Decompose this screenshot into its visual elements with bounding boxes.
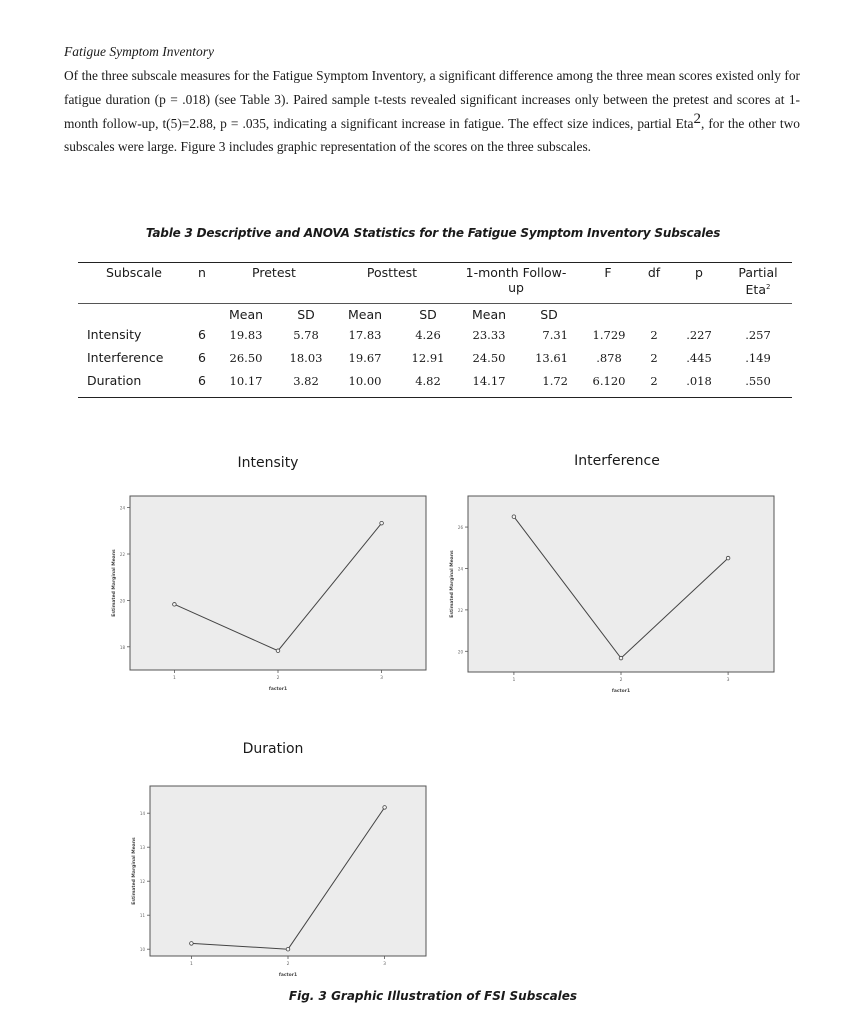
data-point bbox=[380, 521, 384, 525]
table-cell-subscale: Interference bbox=[87, 350, 164, 365]
header-followup-line1: 1-month Follow- bbox=[465, 265, 567, 280]
table-cell-pre-mean: 10.17 bbox=[229, 374, 263, 388]
data-point bbox=[173, 603, 177, 607]
subheader-pre-sd: SD bbox=[297, 307, 315, 322]
table-cell-eta: .550 bbox=[745, 374, 771, 388]
table-cell-f: .878 bbox=[596, 351, 622, 365]
header-eta-line1: Partial bbox=[738, 265, 778, 280]
subheader-fu-sd: SD bbox=[540, 307, 558, 322]
x-axis-label: factor1 bbox=[278, 973, 298, 978]
x-axis-label: factor1 bbox=[611, 689, 631, 694]
y-tick-label: 18 bbox=[119, 644, 125, 650]
subheader-post-mean: Mean bbox=[347, 307, 383, 322]
subheader-pre-mean: Mean bbox=[228, 307, 264, 322]
header-followup-line2: up bbox=[508, 280, 524, 295]
table-cell-pre-sd: 3.82 bbox=[293, 374, 319, 388]
plot-area bbox=[468, 496, 774, 672]
table-caption: Table 3 Descriptive and ANOVA Statistics for the Fatigue Symptom Inventory Subscales bbox=[145, 226, 721, 240]
header-df: df bbox=[647, 265, 661, 280]
table-cell-n: 6 bbox=[198, 327, 206, 342]
intensity-chart bbox=[100, 488, 430, 698]
table-cell-pre-mean: 26.50 bbox=[229, 351, 263, 365]
y-tick-label: 22 bbox=[119, 552, 125, 557]
table-cell-subscale: Duration bbox=[87, 373, 142, 388]
table-cell-post-mean: 10.00 bbox=[348, 374, 382, 388]
y-tick-label: 14 bbox=[139, 811, 145, 817]
plot-area bbox=[150, 786, 426, 956]
y-tick-label: 22 bbox=[457, 607, 463, 613]
paragraph-superscript: 2 bbox=[693, 110, 701, 127]
table-cell-post-sd: 4.82 bbox=[415, 374, 441, 388]
header-partial-eta bbox=[738, 265, 777, 297]
header-n: n bbox=[198, 265, 206, 280]
y-tick-label: 11 bbox=[139, 913, 145, 919]
table-cell-df: 2 bbox=[650, 374, 658, 388]
table-cell-post-mean: 17.83 bbox=[348, 328, 382, 342]
data-point bbox=[619, 656, 623, 660]
data-point bbox=[286, 947, 290, 951]
table-cell-eta: .149 bbox=[745, 351, 771, 365]
table-cell-post-mean: 19.67 bbox=[348, 351, 382, 365]
data-point bbox=[512, 515, 516, 519]
y-axis-label: Estimated Marginal Means bbox=[450, 550, 455, 618]
y-tick-label: 12 bbox=[139, 879, 145, 885]
statistics-table bbox=[78, 262, 792, 398]
paragraph-text-2: , for the other two subscales were large. Figure 3 includes graphic representation of the scores on the three subscales. bbox=[64, 115, 800, 155]
duration-chart bbox=[110, 772, 440, 978]
interference-chart bbox=[448, 488, 778, 698]
y-tick-label: 13 bbox=[139, 845, 145, 851]
y-tick-label: 24 bbox=[119, 505, 125, 511]
chart-title-interference: Interference bbox=[574, 453, 660, 469]
table-cell-fu-mean: 24.50 bbox=[472, 351, 506, 365]
table-cell-eta: .257 bbox=[745, 328, 771, 342]
x-tick-label: 3 bbox=[726, 678, 730, 683]
table-cell-f: 1.729 bbox=[592, 328, 626, 342]
y-axis-label: Estimated Marginal Means bbox=[112, 549, 117, 617]
section-heading: Fatigue Symptom Inventory bbox=[64, 44, 214, 59]
x-tick-label: 2 bbox=[286, 962, 290, 967]
x-tick-label: 1 bbox=[189, 962, 193, 967]
paragraph-text-1: Of the three subscale measures for the Fatigue Symptom Inventory, a significant difference among the three mean scores existed only for fatigue duration (p = .018) (see Table 3). Paired sample t-tests revealed significant increases only between the pretest and scores at 1-month follow-up, t(5)=2.88, p = .035, indicating a significant increase in fatigue. The effect size indices, partial Eta bbox=[64, 68, 800, 131]
table-cell-f: 6.120 bbox=[592, 374, 626, 388]
data-point bbox=[383, 806, 387, 810]
x-axis-label: factor1 bbox=[268, 687, 288, 692]
chart-title-duration: Duration bbox=[242, 741, 304, 757]
x-tick-label: 2 bbox=[619, 678, 623, 683]
header-eta-line2: Eta$^2$ bbox=[745, 282, 771, 298]
table-cell-fu-sd: 13.61 bbox=[535, 351, 568, 365]
table-cell-p: .018 bbox=[686, 374, 712, 388]
table-cell-n: 6 bbox=[198, 373, 206, 388]
body-paragraph bbox=[64, 64, 800, 159]
figure-caption: Fig. 3 Graphic Illustration of FSI Subscales bbox=[288, 989, 578, 1003]
y-tick-label: 24 bbox=[457, 566, 463, 572]
table-cell-post-sd: 12.91 bbox=[411, 351, 445, 365]
y-tick-label: 20 bbox=[119, 598, 125, 604]
table-cell-df: 2 bbox=[650, 328, 658, 342]
header-subscale: Subscale bbox=[106, 265, 162, 280]
table-cell-pre-mean: 19.83 bbox=[229, 328, 263, 342]
subheader-post-sd: SD bbox=[419, 307, 437, 322]
table-cell-fu-mean: 23.33 bbox=[472, 328, 506, 342]
x-tick-label: 3 bbox=[383, 962, 387, 967]
x-tick-label: 3 bbox=[380, 676, 384, 681]
table-cell-pre-sd: 18.03 bbox=[289, 351, 323, 365]
table-cell-post-sd: 4.26 bbox=[415, 328, 441, 342]
data-point bbox=[276, 649, 280, 653]
table-cell-n: 6 bbox=[198, 350, 206, 365]
table-cell-df: 2 bbox=[650, 351, 658, 365]
header-pretest: Pretest bbox=[252, 265, 296, 280]
y-tick-label: 20 bbox=[457, 649, 463, 655]
header-f: F bbox=[604, 265, 612, 280]
x-tick-label: 1 bbox=[512, 678, 516, 683]
table-cell-subscale: Intensity bbox=[87, 327, 142, 342]
x-tick-label: 2 bbox=[276, 676, 280, 681]
header-followup bbox=[466, 265, 567, 295]
header-divider bbox=[78, 303, 792, 304]
y-axis-label: Estimated Marginal Means bbox=[132, 837, 137, 905]
table-cell-fu-sd: 7.31 bbox=[542, 328, 568, 342]
y-tick-label: 10 bbox=[139, 947, 145, 953]
table-cell-fu-sd: 1.72 bbox=[542, 374, 568, 388]
data-point bbox=[190, 942, 194, 946]
subheader-fu-mean: Mean bbox=[471, 307, 507, 322]
header-posttest: Posttest bbox=[366, 265, 418, 280]
chart-title-intensity: Intensity bbox=[237, 455, 299, 471]
table-cell-fu-mean: 14.17 bbox=[472, 374, 506, 388]
y-tick-label: 26 bbox=[457, 525, 463, 531]
table-cell-p: .445 bbox=[686, 351, 712, 365]
x-tick-label: 1 bbox=[172, 676, 176, 681]
header-p: p bbox=[695, 265, 703, 280]
table-cell-p: .227 bbox=[686, 328, 712, 342]
data-point bbox=[726, 556, 730, 560]
table-cell-pre-sd: 5.78 bbox=[293, 328, 319, 342]
